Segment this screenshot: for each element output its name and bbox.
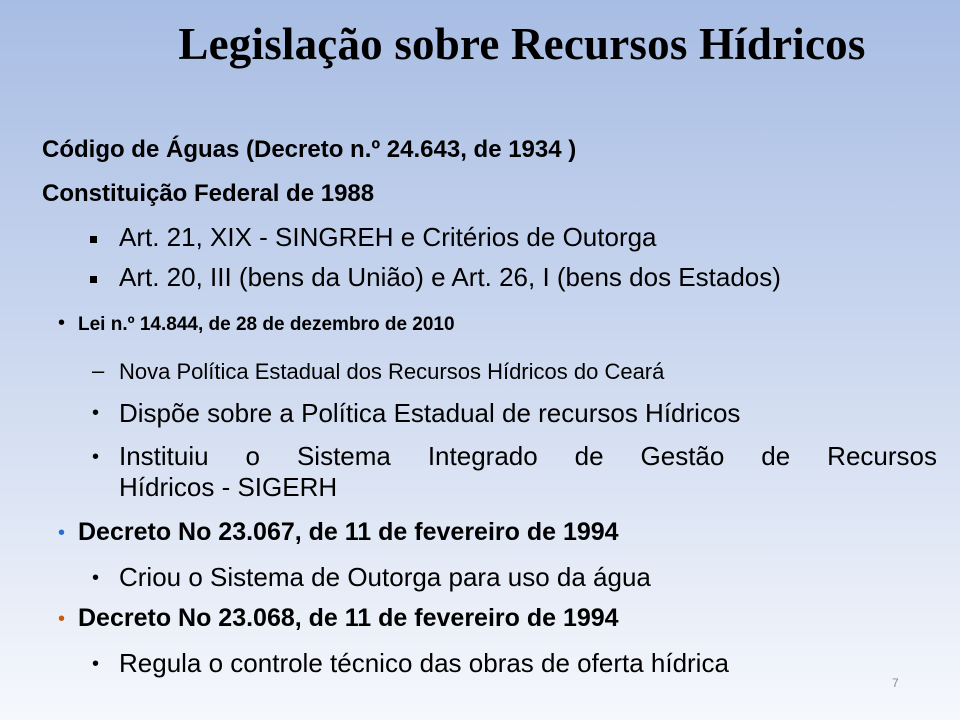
page-number: 7 bbox=[892, 676, 899, 690]
item-lei-14844: Lei n.º 14.844, de 28 de dezembro de 2010 bbox=[78, 314, 455, 335]
item-codigo-de-aguas: Código de Águas (Decreto n.º 24.643, de 1934 ) bbox=[42, 136, 577, 163]
bullet-icon: • bbox=[92, 402, 100, 424]
bullet-icon: • bbox=[58, 312, 66, 334]
item-regula: Regula o controle técnico das obras de oferta hídrica bbox=[119, 648, 729, 678]
item-art-20: Art. 20, III (bens da União) e Art. 26, I (bens dos Estados) bbox=[119, 262, 781, 292]
blue-bullet-icon: • bbox=[58, 522, 66, 544]
item-decreto-23067: Decreto No 23.067, de 11 de fevereiro de 1994 bbox=[78, 518, 619, 546]
square-bullet-icon bbox=[90, 276, 97, 283]
item-instituiu-cont: Hídricos - SIGERH bbox=[119, 472, 338, 502]
bullet-icon: • bbox=[92, 653, 100, 675]
bullet-icon: • bbox=[92, 567, 100, 589]
item-criou: Criou o Sistema de Outorga para uso da água bbox=[119, 562, 651, 592]
item-nova-politica: Nova Política Estadual dos Recursos Hídricos do Ceará bbox=[119, 359, 665, 384]
bullet-icon: • bbox=[92, 446, 100, 468]
item-dispoe: Dispõe sobre a Política Estadual de recursos Hídricos bbox=[119, 398, 741, 428]
dash-icon: – bbox=[92, 358, 105, 383]
item-art-21: Art. 21, XIX - SINGREH e Critérios de Outorga bbox=[119, 222, 657, 252]
square-bullet-icon bbox=[90, 236, 97, 243]
item-decreto-23068: Decreto No 23.068, de 11 de fevereiro de 1994 bbox=[78, 604, 619, 632]
item-constituicao-federal: Constituição Federal de 1988 bbox=[42, 180, 375, 207]
item-instituiu: Instituiu o Sistema Integrado de Gestão de Recursos bbox=[119, 441, 937, 471]
slide-title: Legislação sobre Recursos Hídricos bbox=[178, 19, 866, 69]
orange-bullet-icon: • bbox=[58, 608, 66, 630]
